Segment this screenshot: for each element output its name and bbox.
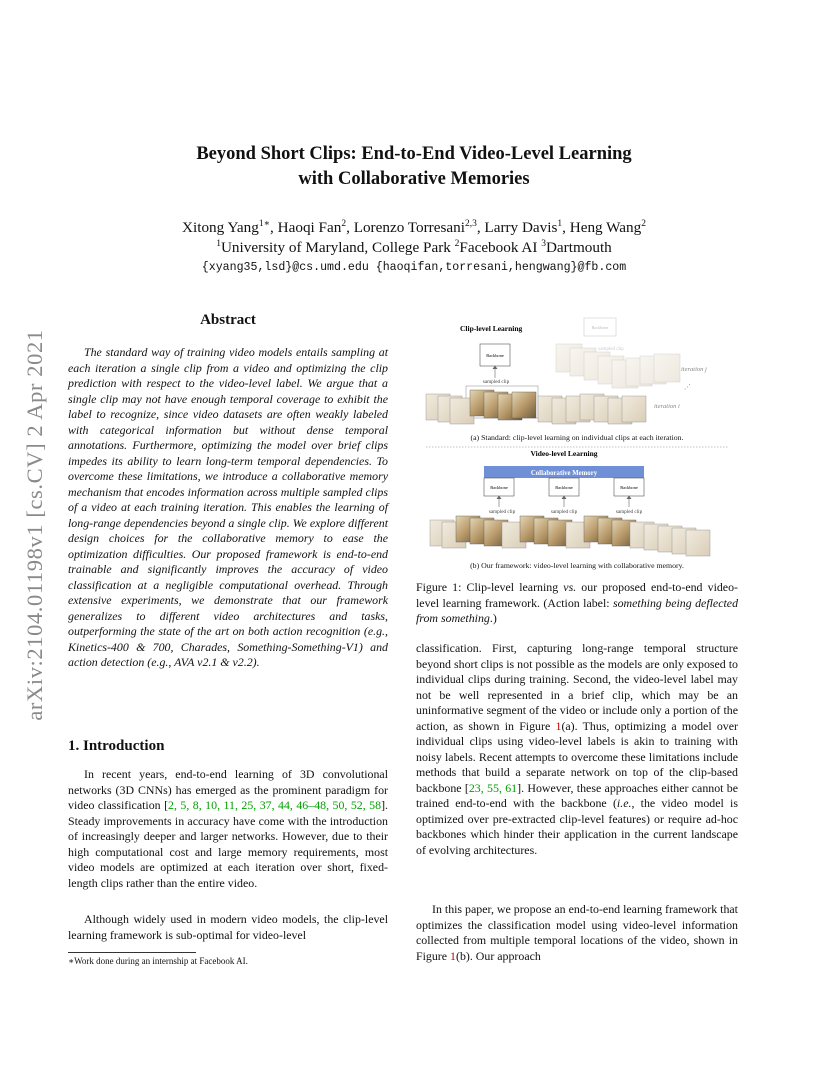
author-list [0,218,828,238]
right-column-paragraph-1 [416,641,738,858]
affil-name: Dartmouth [545,239,612,256]
frames-video-level [430,516,710,556]
citation-link[interactable]: 2, 5, 8, 10, 11, 25, 37, 44, 46–48, 50, 52, 58 [168,798,382,812]
arxiv-sidebar [15,295,55,755]
footnote-rule [68,952,196,953]
caption-action-label: something being deflected from something [416,595,739,625]
iteration-i-label: iteration i [654,403,680,410]
svg-text:Backbone: Backbone [490,485,508,490]
caption-text: .) [489,611,497,625]
frames-iteration-i [426,390,646,424]
title-line-2: with Collaborative Memories [298,169,530,189]
citation-link[interactable]: 23, 55, 61 [468,780,518,795]
svg-text:Backbone: Backbone [591,325,609,330]
arxiv-identifier: arXiv:2104.01198v1 [cs.CV] 2 Apr 2021 [22,329,47,721]
intro-paragraph-2: Although widely used in modern video models, the clip-level learning framework is sub-optimal for video-level [68,912,388,942]
clip-level-title: Clip-level Learning [460,324,523,333]
author-emails: {xyang35,lsd}@cs.umd.edu {haoqifan,torresani,hengwang}@fb.com [201,261,627,274]
paragraph-text: (b). Our approach [455,948,541,963]
collaborative-memory-label: Collaborative Memory [530,470,598,477]
svg-text:sampled clip: sampled clip [615,509,643,515]
footnote: ∗Work done during an internship at Facebook AI. [68,956,248,966]
backbone-block-b2 [549,478,579,515]
paragraph-text: (a). Thus, optimizing a model over individual clips using video-level labels is akin to training with noisy labels. Recent attempts to overcome these limitations include methods that build a separate network on top of the clip-based backbone [ [416,718,738,795]
paragraph-text: classification. First, capturing long-range temporal structure beyond short clips is not possible as the models are only exposed to individual clips during training. Second, the video-level label may not be well represented in a brief clip, which may be an uninformative segment of the video or include only a portion of the action, as shown in Figure [416,641,738,733]
faded-backbone [584,318,624,352]
figure-1-caption [416,580,738,627]
paper-title [0,142,828,192]
author-name: , Larry Davis [476,219,558,236]
author-affil-mark: 1∗ [258,218,271,229]
backbone-block-b3 [614,478,644,515]
author-name: , Haoqi Fan [270,219,342,236]
author-name: Xitong Yang [182,219,259,236]
affil-mark: 1 [216,238,221,249]
affil-name: University of Maryland, College Park [220,239,455,256]
section-heading-introduction: 1. Introduction [68,738,165,754]
affil-mark: 2 [454,238,460,249]
paragraph-text: , the video model is optimized over pre-extracted clip-level features) or require ad-hoc backbones which hinder their application in the current landscape of evolving architectures. [416,796,738,857]
iteration-j-label: iteration j [681,366,707,373]
author-name: , Heng Wang [562,219,642,236]
figure-1 [416,310,738,575]
author-affil-mark: 2 [641,218,646,229]
affiliations [0,238,828,258]
paragraph-text: ]. However, these approaches either cannot be trained end-to-end with the backbone ( [416,780,739,810]
svg-text:Backbone: Backbone [486,353,504,358]
author-affil-mark: 2,3 [464,218,477,229]
svg-text:sampled clip: sampled clip [598,347,624,352]
svg-text:Backbone: Backbone [555,485,573,490]
iteration-dots: ⋰ [684,383,691,391]
svg-text:Backbone: Backbone [620,485,638,490]
svg-text:sampled clip: sampled clip [488,509,516,515]
caption-text: our proposed end-to-end video-level learning framework. (Action label: [416,580,738,610]
abstract-heading: Abstract [200,312,256,328]
affil-mark: 3 [541,238,546,249]
subcaption-b: (b) Our framework: video-level learning with collaborative memory. [470,561,684,570]
figure-reference-link[interactable]: 1 [555,718,562,733]
figure-reference-link[interactable]: 1 [450,948,456,963]
caption-text: Figure 1: Clip-level learning [416,580,564,594]
paragraph-text: In this paper, we propose an end-to-end learning framework that optimizes the classification model using video-level information collected from multiple temporal locations of the video, shown in Figure [416,902,738,963]
abstract-body: The standard way of training video models entails sampling at each iteration a single clip from a video and optimizing the clip prediction with respect to the video-level label. We argue that a single clip may not have enough temporal coverage to exhibit the label to recognize, since video datasets are often weakly labeled with categorical information but without dense temporal annotations. Furthermore, optimizing the model over brief clips impedes its ability to learn long-term temporal dependencies. To overcome these limitations, we introduce a collaborative memory mechanism that encodes information across multiple sampled clips of a video at each training iteration. This enables the learning of long-range dependencies beyond a single clip. We explore different design choices for the collaborative memory to ease the optimization difficulties. Our proposed framework is end-to-end trainable and significantly improves the accuracy of video classification at a negligible computational overhead. Through extensive experiments, we demonstrate that our framework generalizes to different video architectures and tasks, outperforming the state of the art on both action recognition (e.g., Kinetics-400 & 700, Charades, Something-Something-V1) and action detection (e.g., AVA v2.1 & v2.2). [68,345,388,669]
paragraph-text: i.e. [616,796,632,810]
video-level-title: Video-level Learning [530,449,598,458]
subcaption-a: (a) Standard: clip-level learning on individual clips at each iteration. [470,433,684,442]
intro-paragraph-1 [68,767,388,891]
author-name: , Lorenzo Torresani [346,219,465,236]
svg-text:sampled clip: sampled clip [550,509,578,515]
paragraph-text: In recent years, end-to-end learning of 3D convolutional networks (3D CNNs) has emerged as the prominent paradigm for video classification [ [68,767,388,812]
paragraph-text: ]. Steady improvements in accuracy have come with the introduction of increasingly deeper and larger networks. However, due to their high computational cost and large memory requirements, most video models are optimized at each iteration over short, fixed-length clips rather than the entire video. [68,798,388,890]
author-affil-mark: 1 [557,218,563,229]
caption-text: vs. [563,580,577,594]
author-affil-mark: 2 [341,218,347,229]
title-line-1: Beyond Short Clips: End-to-End Video-Level Learning [196,144,632,164]
backbone-block-b1 [484,478,516,515]
svg-text:sampled clip: sampled clip [482,379,510,385]
affil-name: Facebook AI [459,239,542,256]
right-column-paragraph-2 [416,902,738,964]
